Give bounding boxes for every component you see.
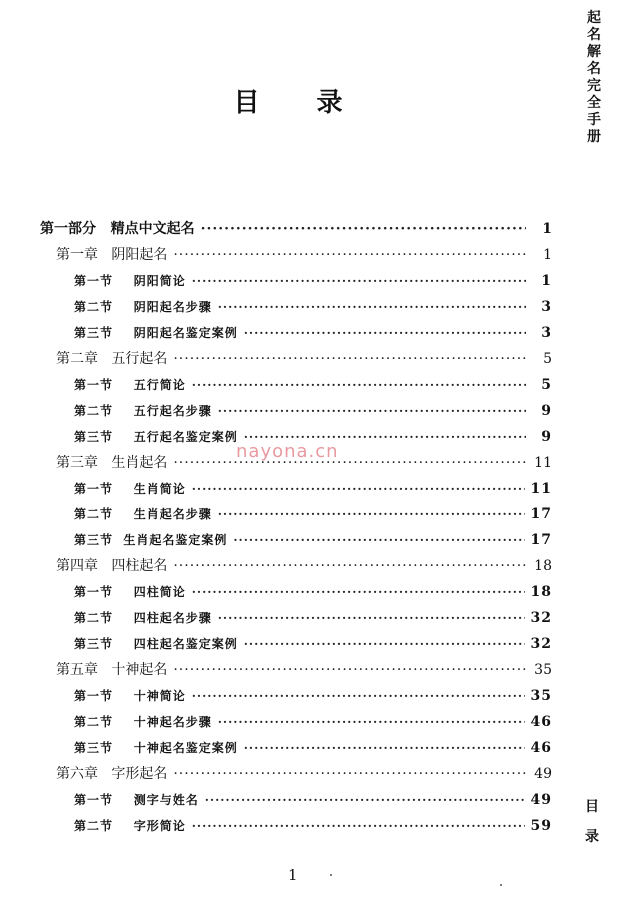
toc-leader-dots <box>173 553 526 579</box>
toc-section <box>74 501 552 527</box>
scan-speck <box>500 884 502 886</box>
toc-entry-label: 第三章 生肖起名 <box>56 454 168 471</box>
toc-section <box>74 709 552 735</box>
toc-section <box>74 320 552 346</box>
toc-section <box>74 631 552 657</box>
toc-leader-dots <box>201 216 526 242</box>
book-title-char: 名 <box>587 27 601 43</box>
toc-entry-page: 9 <box>541 402 552 419</box>
toc-entry-label: 第一章 阴阳起名 <box>56 246 168 263</box>
toc-leader-dots <box>173 242 526 268</box>
toc-entry-label: 第二节 四柱起名步骤 <box>74 611 212 626</box>
toc-entry-page: 11 <box>534 454 552 471</box>
toc-entry-page: 49 <box>534 765 552 782</box>
toc-leader-dots <box>192 813 525 839</box>
toc-leader-dots <box>244 320 526 346</box>
toc-section <box>74 398 552 424</box>
toc-entry-page: 32 <box>530 610 552 627</box>
toc-entry-label: 第一节 十神简论 <box>74 689 186 704</box>
toc-entry-page: 35 <box>534 662 552 679</box>
toc-leader-dots <box>244 631 525 657</box>
toc-entry-page: 49 <box>530 791 552 808</box>
toc-leader-dots <box>173 761 526 787</box>
toc-leader-dots <box>218 709 525 735</box>
toc-entry-label: 第一节 四柱简论 <box>74 585 186 600</box>
book-title-char: 手 <box>587 112 601 128</box>
toc-leader-dots <box>233 527 524 553</box>
scan-speck <box>330 874 332 876</box>
toc-entry-page: 11 <box>530 480 552 497</box>
section-mark-char: 录 <box>585 829 599 845</box>
toc-entry-page: 5 <box>541 376 552 393</box>
toc-leader-dots <box>173 450 526 476</box>
toc-entry-label: 第三节 生肖起名鉴定案例 <box>74 533 228 548</box>
toc-entry-label: 第二节 字形简论 <box>74 818 186 833</box>
toc-leader-dots <box>192 268 526 294</box>
toc-entry-label: 第二节 生肖起名步骤 <box>74 507 212 522</box>
toc-leader-dots <box>205 787 525 813</box>
toc-entry-label: 第四章 四柱起名 <box>56 558 168 575</box>
toc-leader-dots <box>192 683 525 709</box>
toc-section <box>74 787 552 813</box>
toc-entry-label: 第二节 阴阳起名步骤 <box>74 299 212 314</box>
book-title-char: 起 <box>587 10 601 26</box>
toc-leader-dots <box>244 735 525 761</box>
toc-section <box>74 735 552 761</box>
toc-entry-page: 32 <box>530 636 552 653</box>
toc-entry-label: 第二章 五行起名 <box>56 350 168 367</box>
toc-part <box>40 216 552 242</box>
toc-chapter <box>56 346 552 372</box>
toc-entry-label: 第一节 阴阳简论 <box>74 273 186 288</box>
toc-section <box>74 372 552 398</box>
section-mark-char: 目 <box>585 799 599 815</box>
toc-entry-page: 17 <box>530 506 552 523</box>
toc-entry-page: 9 <box>541 428 552 445</box>
toc-chapter <box>56 657 552 683</box>
toc-entry-label: 第二节 十神起名步骤 <box>74 715 212 730</box>
page-title: 目 录 <box>233 88 367 118</box>
toc-leader-dots <box>173 657 526 683</box>
watermark: nayona.cn <box>236 441 339 462</box>
toc-entry-page: 1 <box>543 246 552 263</box>
toc-entry-page: 5 <box>543 350 552 367</box>
toc-leader-dots <box>218 501 525 527</box>
toc-section <box>74 813 552 839</box>
toc-section <box>74 605 552 631</box>
toc-leader-dots <box>192 579 525 605</box>
toc-entry-label: 第一节 五行简论 <box>74 377 186 392</box>
toc-leader-dots <box>218 605 525 631</box>
toc-entry-page: 18 <box>530 584 552 601</box>
toc-leader-dots <box>192 372 526 398</box>
toc-entry-page: 46 <box>530 714 552 731</box>
toc-chapter <box>56 761 552 787</box>
toc-entry-page: 35 <box>530 688 552 705</box>
toc-entry-label: 第一节 测字与姓名 <box>74 792 199 807</box>
toc-leader-dots <box>218 294 526 320</box>
toc-entry-label: 第二节 五行起名步骤 <box>74 403 212 418</box>
toc-entry-page: 17 <box>530 532 552 549</box>
toc-leader-dots <box>173 346 526 372</box>
toc-section <box>74 476 552 502</box>
toc-leader-dots <box>218 398 526 424</box>
toc-section <box>74 294 552 320</box>
book-title-char: 名 <box>587 61 601 77</box>
toc-entry-label: 第六章 字形起名 <box>56 765 168 782</box>
toc-entry-page: 18 <box>534 558 552 575</box>
toc-entry-page: 59 <box>530 817 552 834</box>
toc-chapter <box>56 242 552 268</box>
book-title-char: 完 <box>587 78 601 94</box>
toc-chapter <box>56 553 552 579</box>
toc-entry-label: 第五章 十神起名 <box>56 662 168 679</box>
toc-entry-label: 第三节 四柱起名鉴定案例 <box>74 637 238 652</box>
toc-section <box>74 579 552 605</box>
toc-leader-dots <box>192 476 525 502</box>
toc-entry-label: 第三节 十神起名鉴定案例 <box>74 741 238 755</box>
toc-entry-label: 第三节 阴阳起名鉴定案例 <box>74 325 238 340</box>
toc-entry-page: 1 <box>542 221 552 237</box>
toc-entry-label: 第三节 五行起名鉴定案例 <box>74 429 238 444</box>
book-title-char: 解 <box>587 44 601 60</box>
book-title-char: 册 <box>587 129 601 145</box>
book-title-char: 全 <box>587 95 601 111</box>
page-number: 1 <box>288 866 298 884</box>
toc-section <box>74 527 552 553</box>
toc-section <box>74 683 552 709</box>
toc-section <box>74 268 552 294</box>
book-title-vertical <box>585 10 603 146</box>
toc-entry-page: 3 <box>541 298 552 315</box>
toc-entry-page: 46 <box>530 740 552 756</box>
toc-entry-page: 1 <box>541 272 552 289</box>
toc-entry-label: 第一部分 精点中文起名 <box>40 221 195 237</box>
toc-entry-page: 3 <box>541 324 552 341</box>
section-mark-vertical <box>583 792 601 852</box>
toc-entry-label: 第一节 生肖简论 <box>74 481 186 496</box>
